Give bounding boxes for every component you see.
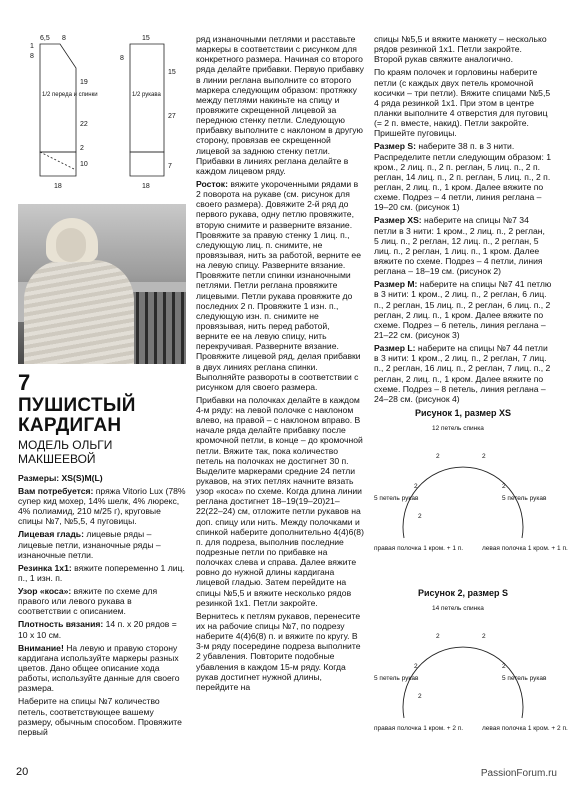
mid-paragraph-4: Вернитесь к петлям рукавов, перенесите их на рабочие спицы №7, по подрезу наберите 4(4)6(8) п. и вяжите по кругу. В 3-м ряду посередине подреза выполните 2 убавления. Повторите подобные убавления в каждом 15-м ряду. Когда рукав достигнет нужной длины, перейдите на [196,610,361,692]
dim-front-h2: 8 [30,53,34,60]
gauge-paragraph: Плотность вязания: 14 п. х 20 рядов = 10 х 10 см. [18,619,177,640]
dim-front-h5: 2 [80,145,84,152]
fig2-bl-label: правая полочка 1 кром. + 2 п. [374,725,464,732]
size-m-paragraph: Размер M: наберите на спицы №7 41 петлю в 3 нити: 1 кром., 2 лиц. п., 2 реглан, 6 лиц. п., 2 реглан, 15 лиц. п., 2 реглан, 6 лиц. п., 2 реглан, 2 лиц. п., 1 кром. Далее вяжите по схеме. Подрез – 6 петель, линия реглана – 21–22 см. (рисунок 3) [374,279,552,340]
pattern-title: ПУШИСТЫЙ КАРДИГАН [18,395,136,436]
fig2-br-label: левая полочка 1 кром. + 2 п. [482,725,568,732]
fig2-left-label: 5 петель рукав [374,675,419,682]
fig1-left-label: 5 петель рукав [374,495,419,502]
fig2-n0: 2 [436,633,440,640]
size-s-paragraph: Размер S: наберите 38 п. в 3 нити. Распределите петли следующим образом: 1 кром., 2 лиц. п., 2 п. реглан, 5 лиц. п., 2 п. реглан, 14 лиц. п., 2 п. реглан, 5 лиц. п., 2 п. реглан, 2 лиц. п., 1 кром. Далее вяжите по схеме. Подрез – 4 петли, линия реглана – 19–20 см. (рисунок 1) [374,141,552,213]
dim-front-w1: 6,5 [40,35,50,42]
fig1-n1: 2 [482,453,486,460]
figure-2 [374,588,568,758]
fig2-n1: 2 [482,633,486,640]
fig2-top-label: 14 петель спинка [432,605,484,612]
fig1-n2: 2 [414,483,418,490]
attention-paragraph: Внимание! На левую и правую сторону кардигана используйте маркеры разных цветов. Дано общее описание хода работы, используйте данные для своего размера. [18,642,180,694]
dim-sleeve-h2: 15 [168,69,176,76]
cast-on-paragraph: Наберите на спицы №7 количество петель, соответствующее вашему размеру, обычным способом. Провяжите первый [18,696,182,737]
dim-sleeve-bottom: 18 [142,183,150,190]
mid-paragraph-1: ряд изнаночными петлями и расставьте маркеры в соответствии с рисунком для конкретного размера. Начиная со второго ряда делайте прибавки. Первую прибавку в линии реглана выполните со второго маркера следующим образом: протяжку между петлями накиньте на спицу и провяжите скрещенной лицевой за переднюю стенку петли. Следующую прибавку выполните с наклоном в другую сторону, провязав ее скрещенной лицевой за заднюю стенку петли. Прибавки в линиях реглана делайте в каждом лицевом ряду. [196,34,364,176]
dim-front-w2: 8 [62,35,66,42]
right-paragraph-2: По краям полочек и горловины наберите петли (с каждых двух петель кромочной косички – три петли). Вяжите спицами №5,5 4 ряда резинкой 1х1. При этом в центре планки выполните 4 отверстия для пуговиц (= 2 п. вместе, накид). Петли закройте. Пришейте пуговицы. [374,67,551,139]
fig2-n3: 2 [502,663,506,670]
fig1-bl-label: правая полочка 1 кром. + 1 п. [374,545,464,552]
model-photo [18,204,186,364]
dim-sleeve-h1: 8 [120,55,124,62]
fig1-br-label: левая полочка 1 кром. + 1 п. [482,545,568,552]
materials-paragraph: Вам потребуется: пряжа Vitorio Lux (78% супер кид мохер, 14% шелк, 4% люрекс, 4% полиамид, 210 м/25 г), круговые спицы №7, №5,5, 4 пуговицы. [18,485,186,527]
figure-2-diagram [374,598,568,748]
stitch-stockinette: Лицевая гладь: лицевые ряды – лицевые петли, изнаночные ряды – изнаночные петли. [18,529,161,560]
dim-front-bottom: 18 [54,183,62,190]
figure-1-diagram [374,418,568,568]
label-sleeve: 1/2 рукава [132,92,161,98]
dim-sleeve-h4: 7 [168,163,172,170]
sizes-paragraph: Размеры: XS(S)M(L) [18,472,103,483]
dim-front-h4: 22 [80,121,88,128]
size-l-paragraph: Размер L: наберите на спицы №7 44 петли в 3 нити: 1 кром., 2 лиц. п., 2 реглан, 7 лиц. п., 2 реглан, 16 лиц. п., 2 реглан, 7 лиц. п., 2 реглан, 2 лиц. п., 1 кром. Далее вяжите по схеме. Подрез – 8 петель, линия реглана – 24–28 см. (рисунок 4) [374,343,551,404]
dim-sleeve-top: 15 [142,35,150,42]
right-column [374,34,552,407]
fig1-n0: 2 [436,453,440,460]
figure-1 [374,408,568,578]
dim-front-h3: 19 [80,79,88,86]
mid-paragraph-3: Прибавки на полочках делайте в каждом 4-м ряду: на левой полочке с наклоном влево, на правой – с наклоном вправо. В начале ряда делайте прибавку после кромочной петли, в конце – до кромочной петли. Вяжите так, пока количество петель на полочках не достигнет 30 п. Выделите маркерами средние 24 петли рукавов, на этих петлях начните вязать узор «коса» по схеме. Когда длина линии реглана достигнет 18–19(19–20)21–22(22–24) см, отложите петли рукавов на доп. спицу или нить. Между полочками и спинкой наберите дополнительно 4(4)6(8) п. для подреза, выполнив последние подрезные петли по прибавке на полочках слева и справа. Далее вяжите ровно до нужной длины кардигана лицевой гладью. Затем перейдите на спицы №5,5 и вяжите несколько рядов резинкой 1х1. Петли закройте. [196,394,364,608]
pattern-schematic [18,34,188,194]
fig1-right-label: 5 петель рукав [502,495,547,502]
fig2-n2: 2 [414,663,418,670]
right-paragraph-1: спицы №5,5 и вяжите манжету – несколько рядов резинкой 1х1. Петли закройте. Второй рукав свяжите аналогично. [374,34,547,65]
stitch-cable: Узор «коса»: вяжите по схеме для правого или левого рукава в соответствии с описанием. [18,586,158,617]
fig1-top-label: 12 петель спинка [432,425,484,432]
size-xs-paragraph: Размер XS: наберите на спицы №7 34 петли в 3 нити: 1 кром., 2 лиц. п., 2 реглан, 5 лиц. п., 2 реглан, 12 лиц. п., 2 реглан, 5 лиц. п., 2 реглан, 1 лиц. п., 1 кром. Далее вяжите по схеме. Подрез – 4 петли, линия реглана – 18–19 см. (рисунок 2) [374,215,545,277]
mid-paragraph-2: Росток: вяжите укороченными рядами в 2 поворота на рукаве (см. рисунок для своего размера). Довяжите 2-й ряд до первого рукава, одну петлю провяжите, вторую снимите и разверните вязание. Провяжите за правую стенку 1 лиц. п., следующую лиц. п. снимите, не провязывая, нить за работой, верните ее на левую спицу. Разверните вязание. Провяжите петли спинки изнаночными петлями. Петли реглана провяжите лицевыми. Петли рукава провяжите до последних 2 п. Провяжите 1 изн. п., следующую изн. п. снимите не провязывая, нить перед работой, верните ее на левую спицу, нить перекручивая. Разверните вязание. Провяжите лицевой ряд, делая прибавки в двух линиях реглана спинки. Выполняйте развороты в соответствии с рисунком для своего размера. [196,178,361,392]
fig1-n4: 2 [418,513,422,520]
figure-2-title: Рисунок 2, размер S [417,588,509,598]
dim-sleeve-h3: 27 [168,113,176,120]
dim-front-h6: 10 [80,161,88,168]
left-column [18,372,186,740]
fig1-n3: 2 [502,483,506,490]
dim-front-h1: 1 [30,43,34,50]
pattern-author: МОДЕЛЬ ОЛЬГИ МАКШЕЕВОЙ [18,437,113,467]
page-number: 20 [16,766,29,778]
pattern-number: 7 [18,370,31,395]
figure-1-title: Рисунок 1, размер XS [414,408,512,418]
stitch-rib: Резинка 1х1: вяжите попеременно 1 лиц. п., 1 изн. п. [18,562,185,583]
middle-column [196,34,364,695]
fig2-right-label: 5 петель рукав [502,675,547,682]
label-front: 1/2 переда и спинки [42,92,98,98]
fig2-n4: 2 [418,693,422,700]
site-watermark[interactable]: PassionForum.ru [480,768,557,779]
